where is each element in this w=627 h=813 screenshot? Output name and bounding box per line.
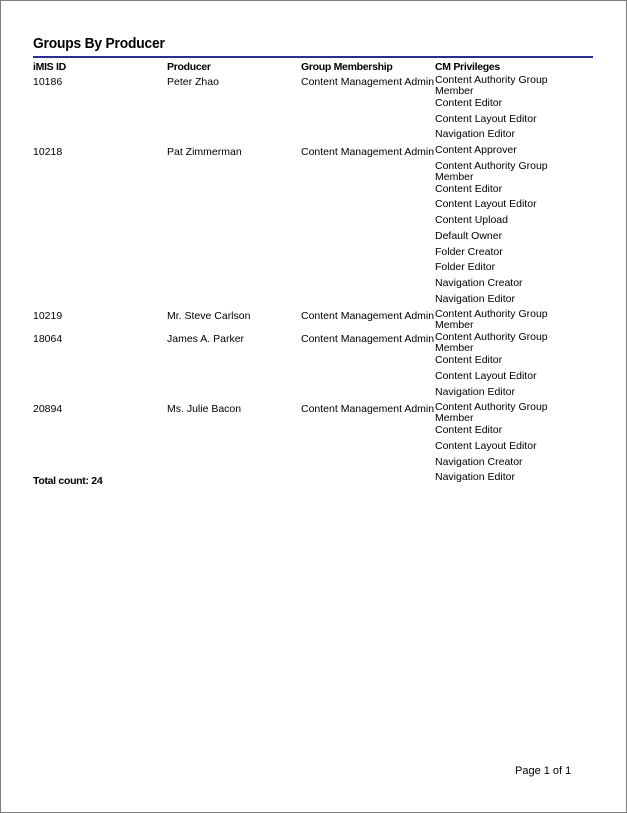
table-header-row [33,60,603,74]
column-header-imis-id: iMIS ID [33,61,66,73]
imis-id-cell: 10219 [33,310,63,323]
producer-cell: Mr. Steve Carlson [167,310,251,323]
privilege-list [435,308,603,331]
table-row [33,308,603,331]
producer-cell: James A. Parker [167,333,245,346]
privilege-item: Content Authority Group Member [435,401,548,425]
privilege-item: Navigation Editor [435,385,515,398]
table-row [33,331,603,401]
group-membership-cell: Content Management Admin [301,76,435,88]
table-row [33,401,603,487]
privilege-item: Navigation Editor [435,471,515,484]
groups-table [33,60,603,487]
imis-id-cell: 20894 [33,403,63,416]
privilege-item: Content Upload [435,214,508,227]
cm-privileges-cell [435,401,603,487]
column-header-cm-privileges: CM Privileges [435,61,500,73]
cm-privileges-cell [435,74,603,144]
privilege-item: Content Approver [435,144,517,157]
privilege-item: Navigation Creator [435,455,523,468]
group-membership-cell: Content Management Admin [301,333,435,346]
producer-cell: Ms. Julie Bacon [167,403,242,416]
privilege-item: Content Layout Editor [435,112,537,125]
imis-id-cell: 10186 [33,76,63,88]
table-body [33,74,603,487]
table-row [33,144,603,308]
privilege-item: Content Editor [435,424,503,437]
privilege-item: Content Authority Group Member [435,308,548,332]
privilege-item: Content Authority Group Member [435,159,548,183]
privilege-item: Content Editor [435,182,503,195]
cm-privileges-cell [435,144,603,308]
privilege-list [435,74,603,144]
report-title: Groups By Producer [33,35,165,52]
imis-id-cell: 18064 [33,333,63,346]
privilege-item: Content Layout Editor [435,198,537,211]
privilege-item: Default Owner [435,229,503,242]
group-membership-cell: Content Management Admin [301,146,435,159]
cm-privileges-cell [435,331,603,401]
page-number: Page 1 of 1 [515,765,572,777]
privilege-item: Navigation Editor [435,128,515,141]
privilege-item: Folder Creator [435,245,503,258]
privilege-list [435,401,603,487]
privilege-list [435,144,603,308]
cm-privileges-cell [435,308,603,331]
imis-id-cell: 10218 [33,146,63,159]
table-row [33,74,603,144]
title-divider [33,56,593,58]
privilege-item: Navigation Editor [435,292,515,305]
privilege-item: Content Editor [435,354,503,367]
group-membership-cell: Content Management Admin [301,403,435,416]
group-membership-cell: Content Management Admin [301,310,435,323]
privilege-list [435,331,603,401]
total-count: Total count: 24 [33,475,103,487]
privilege-item: Navigation Creator [435,276,523,289]
column-header-group-membership: Group Membership [301,61,393,73]
privilege-item: Content Authority Group Member [435,74,548,97]
privilege-item: Content Editor [435,97,503,109]
producer-cell: Pat Zimmerman [167,146,242,159]
column-header-producer: Producer [167,61,211,73]
privilege-item: Content Authority Group Member [435,331,548,355]
privilege-item: Folder Editor [435,261,496,274]
producer-cell: Peter Zhao [167,76,219,88]
privilege-item: Content Layout Editor [435,440,537,452]
privilege-item: Content Layout Editor [435,369,537,382]
